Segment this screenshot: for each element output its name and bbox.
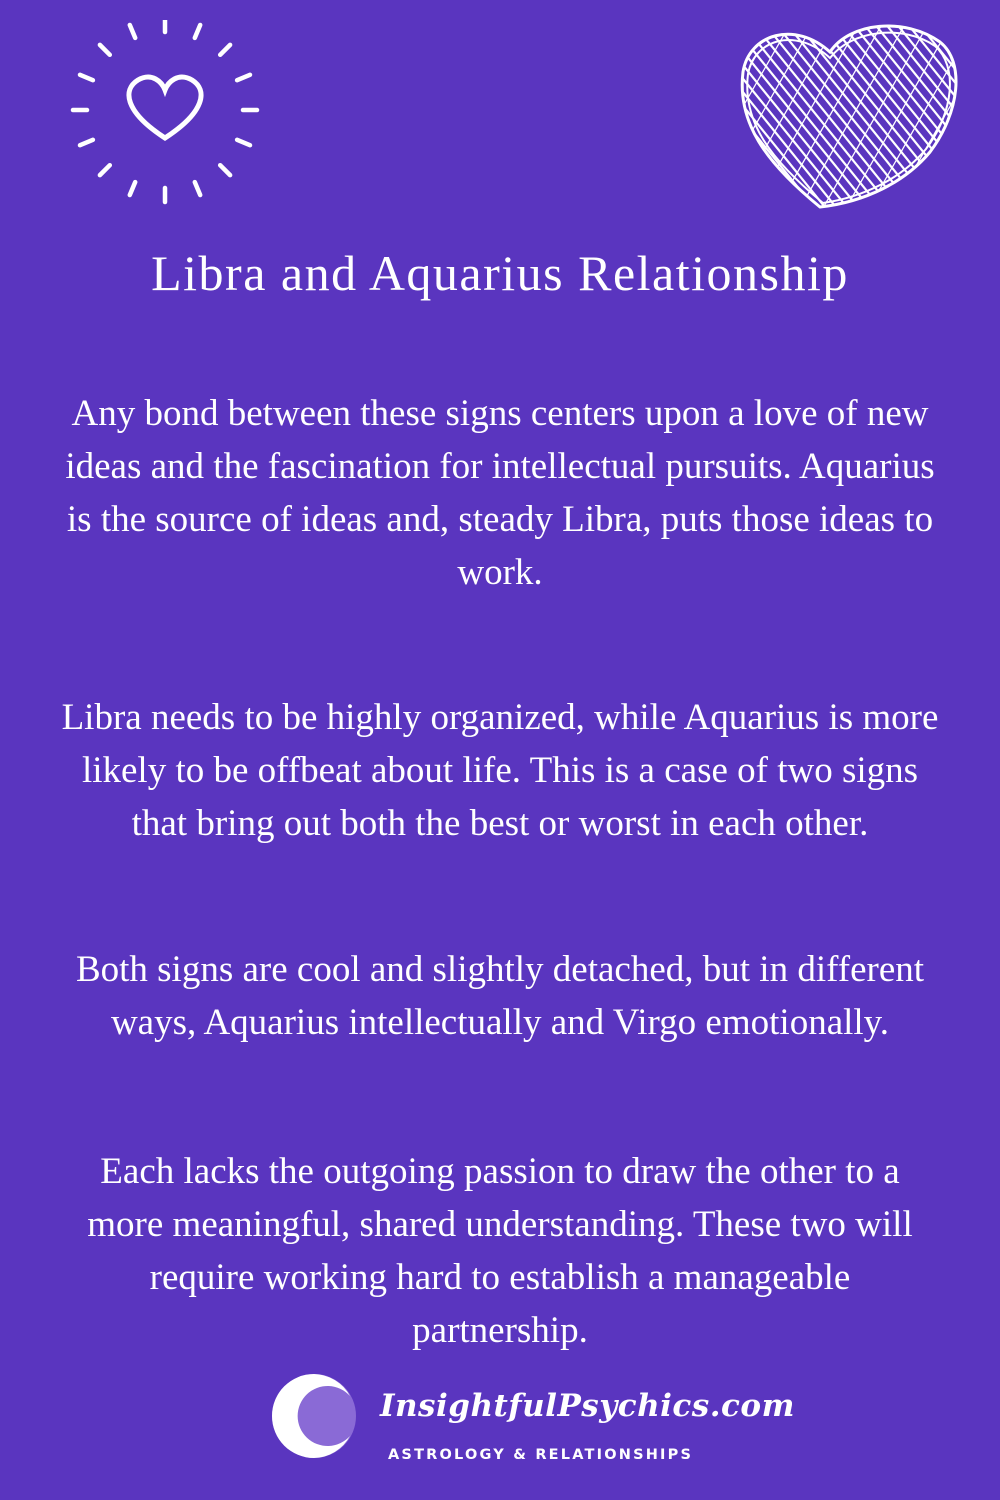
ray-mark bbox=[100, 45, 110, 55]
ray-mark bbox=[130, 182, 135, 195]
crescent-logo-icon bbox=[268, 1370, 360, 1462]
ray-mark bbox=[80, 75, 93, 80]
ray-mark bbox=[237, 140, 250, 145]
ray-mark bbox=[100, 165, 110, 175]
logo-name: InsightfulPsychics.com bbox=[380, 1388, 795, 1424]
scribbled-heart-icon bbox=[735, 12, 965, 222]
ray-mark bbox=[220, 45, 230, 55]
hatch-stroke bbox=[766, 12, 936, 222]
paragraph-bond: Any bond between these signs centers upon a love of new ideas and the fascination for intellectual pursuits. Aquarius is the source of ideas and, steady Libra, puts those ideas to work. bbox=[65, 393, 935, 593]
cross-hatch-stroke bbox=[735, 12, 797, 222]
cross-hatch-stroke bbox=[953, 12, 965, 222]
ray-mark bbox=[237, 75, 250, 80]
hatch-stroke bbox=[735, 12, 738, 222]
paragraph-organization: Libra needs to be highly organized, while Aquarius is more likely to be offbeat about life. This is a case of two signs that bring out both the best or worst in each other. bbox=[61, 697, 939, 844]
ray-mark bbox=[80, 140, 93, 145]
paragraph-partnership: Each lacks the outgoing passion to draw the other to a more meaningful, shared understanding. These two will require working hard to establish a manageable partnership. bbox=[87, 1151, 913, 1351]
hatch-stroke bbox=[755, 12, 925, 222]
logo-tagline: ASTROLOGY & RELATIONSHIPS bbox=[388, 1447, 694, 1463]
cross-hatch-stroke bbox=[769, 12, 889, 222]
ray-mark bbox=[220, 165, 230, 175]
hatch-stroke bbox=[953, 12, 965, 222]
ray-mark bbox=[195, 25, 200, 38]
radiating-heart-icon bbox=[70, 20, 280, 230]
hatch-stroke bbox=[942, 12, 965, 222]
ray-mark bbox=[130, 25, 135, 38]
paragraph-detachment: Both signs are cool and slightly detached, but in different ways, Aquarius intellectually and Virgo emotionally. bbox=[75, 949, 925, 1043]
page-title: Libra and Aquarius Relationship bbox=[151, 245, 849, 301]
hatch-stroke bbox=[964, 12, 965, 222]
ray-mark bbox=[195, 182, 200, 195]
